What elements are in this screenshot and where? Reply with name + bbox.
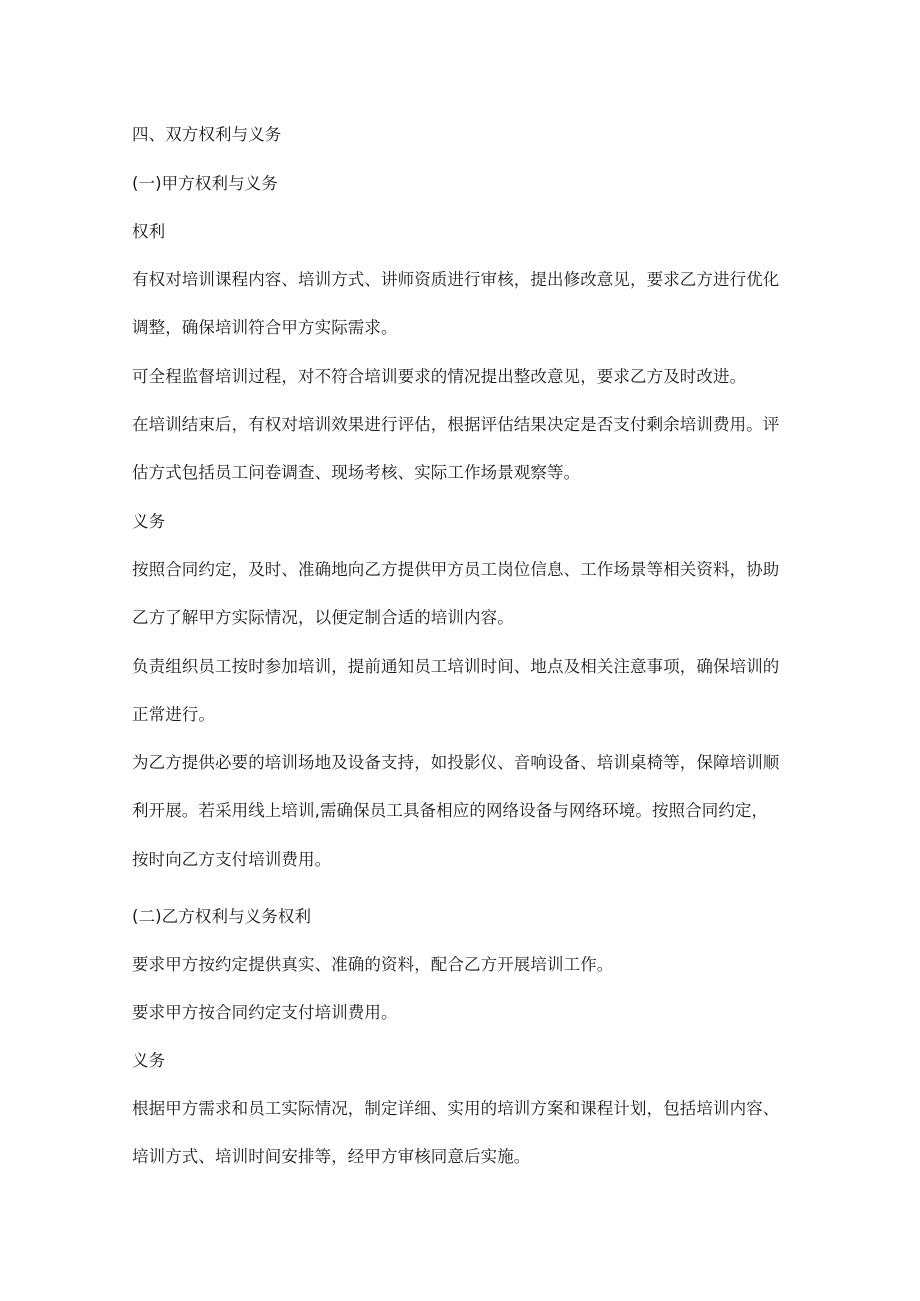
party-a-rights-label: 权利 [132, 222, 166, 241]
party-a-duties-paragraph-1-line-2: 乙方了解甲方实际情况，以便定制合适的培训内容。 [132, 608, 514, 627]
party-b-rights-paragraph-1: 要求甲方按约定提供真实、准确的资料，配合乙方开展培训工作。 [132, 955, 614, 974]
party-a-duties-paragraph-3-line-2: 利开展。若采用线上培训,需确保员工具备相应的网络设备与网络环境。按照合同约定， [132, 801, 769, 820]
party-a-duties-paragraph-2-line-1: 负责组织员工按时参加培训，提前通知员工培训时间、地点及相关注意事项，确保培训的 [132, 657, 780, 676]
party-a-duties-paragraph-1-line-1: 按照合同约定，及时、准确地向乙方提供甲方员工岗位信息、工作场景等相关资料，协助 [132, 560, 780, 579]
party-a-rights-paragraph-2: 可全程监督培训过程，对不符合培训要求的情况提出整改意见，要求乙方及时改进。 [132, 367, 747, 386]
party-b-duties-label: 义务 [132, 1051, 166, 1070]
subheading-party-b: (二)乙方权利与义务权利 [132, 907, 312, 926]
party-a-rights-paragraph-3-line-2: 估方式包括员工问卷调查、现场考核、实际工作场景观察等。 [132, 463, 581, 482]
party-a-duties-label: 义务 [132, 512, 166, 531]
party-b-rights-paragraph-2: 要求甲方按合同约定支付培训费用。 [132, 1003, 398, 1022]
party-a-duties-paragraph-3-line-1: 为乙方提供必要的培训场地及设备支持，如投影仪、音响设备、培训桌椅等，保障培训顺 [132, 753, 780, 772]
party-a-rights-paragraph-1-line-2: 调整，确保培训符合甲方实际需求。 [132, 318, 398, 337]
party-a-duties-paragraph-2-line-2: 正常进行。 [132, 705, 215, 724]
party-a-duties-paragraph-3-line-3: 按时向乙方支付培训费用。 [132, 850, 332, 869]
party-b-duties-paragraph-1-line-2: 培训方式、培训时间安排等，经甲方审核同意后实施。 [132, 1147, 531, 1166]
subheading-party-a: (一)甲方权利与义务 [132, 174, 278, 193]
party-b-duties-paragraph-1-line-1: 根据甲方需求和员工实际情况，制定详细、实用的培训方案和课程计划，包括培训内容、 [132, 1099, 780, 1118]
section-heading-rights-obligations: 四、双方权利与义务 [132, 125, 282, 144]
party-a-rights-paragraph-1-line-1: 有权对培训课程内容、培训方式、讲师资质进行审核，提出修改意见，要求乙方进行优化 [132, 270, 780, 289]
party-a-rights-paragraph-3-line-1: 在培训结束后，有权对培训效果进行评估，根据评估结果决定是否支付剩余培训费用。评 [132, 415, 780, 434]
